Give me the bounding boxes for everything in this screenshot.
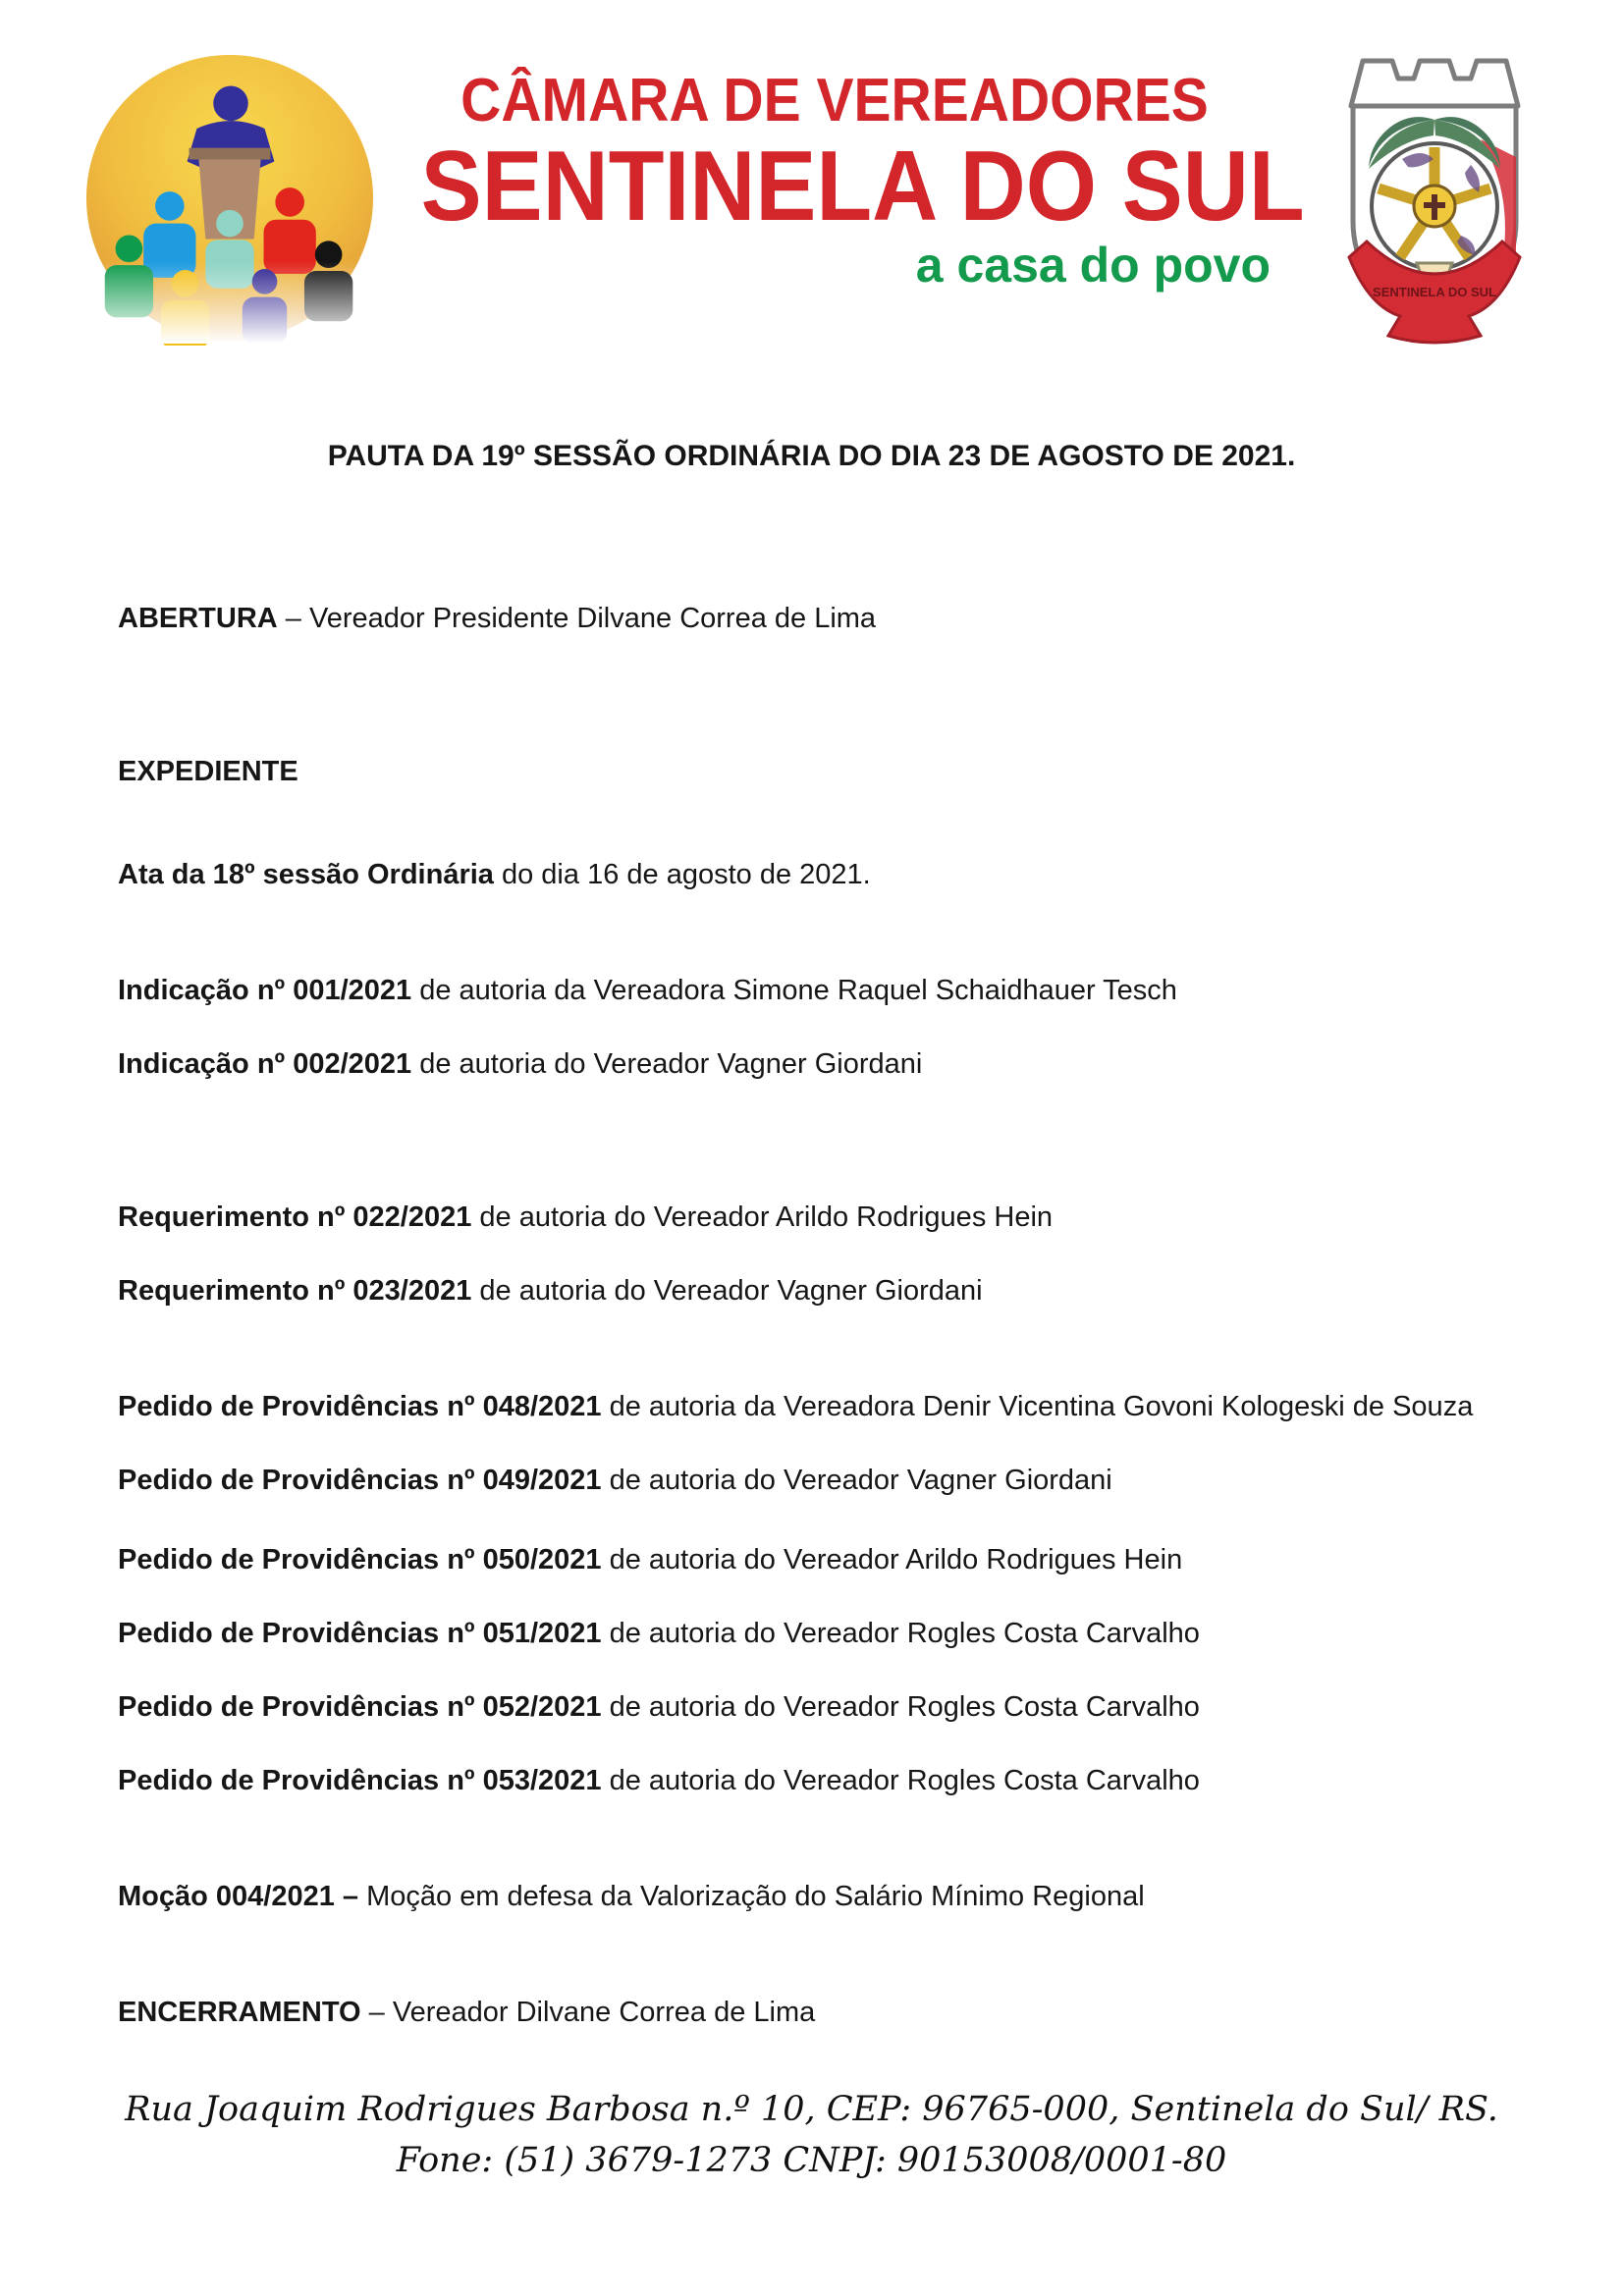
council-people-logo-icon <box>84 51 375 346</box>
encerramento-line <box>118 1995 1505 2031</box>
indicacao-002 <box>118 1046 1505 1083</box>
pedido-052 <box>118 1689 1505 1726</box>
pedido-053 <box>118 1763 1505 1799</box>
indicacao-001-text: de autoria da Vereadora Simone Raquel Schaidhauer Tesch <box>411 975 1177 1006</box>
encerramento-line-bold: ENCERRAMENTO <box>118 1997 361 2028</box>
expediente-heading <box>118 754 1505 790</box>
indicacao-002-text: de autoria do Vereador Vagner Giordani <box>411 1048 923 1080</box>
pedido-052-text: de autoria do Vereador Rogles Costa Carvalho <box>601 1691 1200 1723</box>
pedido-052-bold: Pedido de Providências nº 052/2021 <box>118 1691 602 1723</box>
mocao-004 <box>118 1879 1505 1915</box>
pedido-049-text: de autoria do Vereador Vagner Giordani <box>601 1465 1112 1496</box>
expediente-heading-bold: EXPEDIENTE <box>118 756 298 787</box>
pedido-053-bold: Pedido de Providências nº 053/2021 <box>118 1765 602 1796</box>
pedido-051-bold: Pedido de Providências nº 051/2021 <box>118 1618 602 1649</box>
pedido-051-text: de autoria do Vereador Rogles Costa Carvalho <box>601 1618 1200 1649</box>
encerramento-line-text: – Vereador Dilvane Correa de Lima <box>360 1997 816 2028</box>
pedido-049 <box>118 1463 1505 1499</box>
requerimento-022-bold: Requerimento nº 022/2021 <box>118 1201 472 1233</box>
agenda-items <box>118 601 1505 2031</box>
pedido-050-bold: Pedido de Providências nº 050/2021 <box>118 1544 602 1575</box>
page-header <box>0 0 1623 355</box>
abertura-line-bold: ABERTURA <box>118 603 278 634</box>
org-tagline: a casa do povo <box>915 238 1271 293</box>
pedido-050 <box>118 1542 1505 1578</box>
requerimento-022 <box>118 1200 1505 1236</box>
indicacao-001-bold: Indicação nº 001/2021 <box>118 975 412 1006</box>
footer-address-line: Rua Joaquim Rodrigues Barbosa n.º 10, CEP: 96765-000, Sentinela do Sul/ RS. <box>125 2090 1498 2129</box>
footer-phone-line: Fone: (51) 3679-1273 CNPJ: 90153008/0001-80 <box>396 2141 1227 2180</box>
requerimento-023-bold: Requerimento nº 023/2021 <box>118 1275 472 1307</box>
coat-of-arms-icon <box>1324 49 1561 353</box>
pedido-048-text: de autoria da Vereadora Denir Vicentina Govoni Kologeski de Souza <box>601 1391 1474 1422</box>
coat-banner-text: SENTINELA DO SUL <box>1373 285 1496 299</box>
requerimento-023-text: de autoria do Vereador Vagner Giordani <box>471 1275 983 1307</box>
requerimento-022-text: de autoria do Vereador Arildo Rodrigues Hein <box>471 1201 1054 1233</box>
mocao-004-bold: Moção 004/2021 – <box>118 1881 359 1912</box>
document-title: PAUTA DA 19º SESSÃO ORDINÁRIA DO DIA 23 DE AGOSTO DE 2021. <box>327 440 1296 472</box>
pedido-050-text: de autoria do Vereador Arildo Rodrigues Hein <box>601 1544 1183 1575</box>
ata-line <box>118 857 1505 893</box>
pedido-048-bold: Pedido de Providências nº 048/2021 <box>118 1391 602 1422</box>
org-name-line1: CÂMARA DE VEREADORES <box>460 67 1209 134</box>
abertura-line <box>118 601 1505 637</box>
org-name-line2: SENTINELA DO SUL <box>420 132 1305 241</box>
pedido-049-bold: Pedido de Providências nº 049/2021 <box>118 1465 602 1496</box>
page-footer <box>118 2084 1505 2186</box>
pedido-051 <box>118 1616 1505 1652</box>
pedido-048 <box>118 1389 1505 1425</box>
abertura-line-text: – Vereador Presidente Dilvane Correa de Lima <box>277 603 877 634</box>
ata-line-bold: Ata da 18º sessão Ordinária <box>118 859 494 890</box>
header-wordmark <box>385 67 1305 293</box>
requerimento-023 <box>118 1273 1505 1309</box>
indicacao-001 <box>118 973 1505 1009</box>
document-body <box>0 438 1623 2186</box>
ata-line-text: do dia 16 de agosto de 2021. <box>493 859 871 890</box>
indicacao-002-bold: Indicação nº 002/2021 <box>118 1048 412 1080</box>
pedido-053-text: de autoria do Vereador Rogles Costa Carvalho <box>601 1765 1200 1796</box>
mocao-004-text: Moção em defesa da Valorização do Salário Mínimo Regional <box>358 1881 1145 1912</box>
